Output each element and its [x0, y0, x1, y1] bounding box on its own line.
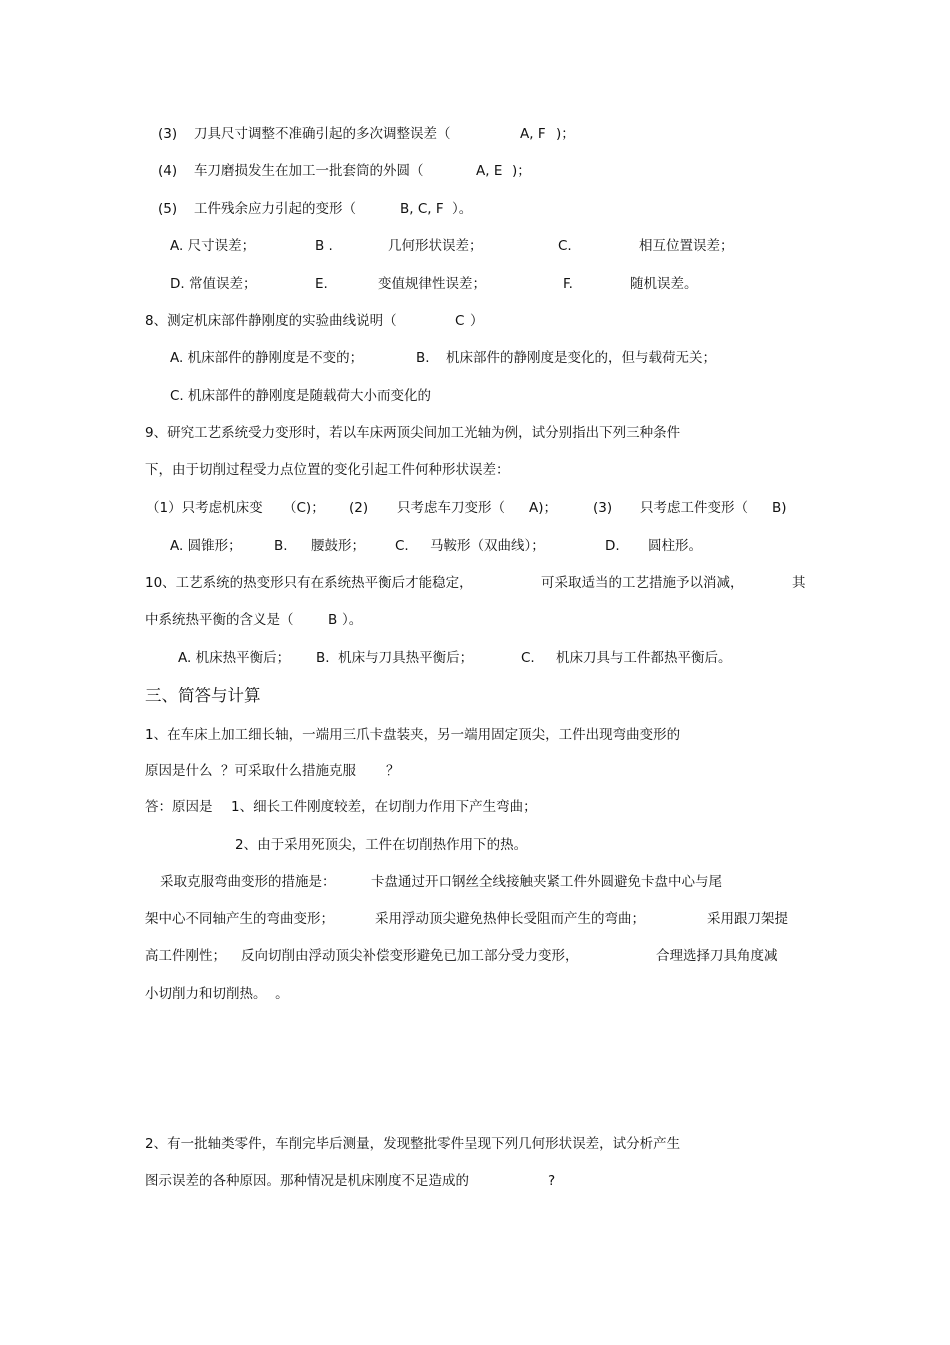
answer-text: A)； — [529, 500, 558, 516]
answer-text: 小切削力和切削热。 。 — [145, 986, 289, 1002]
option-e-key: E. — [315, 276, 328, 292]
option-a: A. 机床热平衡后； — [178, 650, 291, 666]
question-text: )； — [556, 126, 575, 142]
item-number: (4) — [158, 163, 178, 179]
question-stem: 1、在车床上加工细长轴，一端用三爪卡盘装夹，另一端用固定顶尖，工件出现弯曲变形的 — [145, 727, 681, 743]
option-c-text: 马鞍形（双曲线）； — [430, 538, 545, 554]
answer-text: B) — [772, 500, 787, 516]
option-c: C. 机床部件的静刚度是随载荷大小而变化的 — [170, 388, 432, 404]
question-stem: 可采取适当的工艺措施予以消减， — [541, 575, 744, 591]
option-c-key: C. — [521, 650, 535, 666]
option-b-text: 机床部件的静刚度是变化的，但与载荷无关； — [446, 350, 716, 366]
question-stem: 9、研究工艺系统受力变形时，若以车床两顶尖间加工光轴为例，试分别指出下列三种条件 — [145, 425, 681, 441]
option-b-key: B. — [416, 350, 430, 366]
item-number: (2) — [349, 500, 369, 516]
answer-text: 卡盘通过开口钢丝全线接触夹紧工件外圆避免卡盘中心与尾 — [371, 874, 722, 890]
option-d-text: 圆柱形。 — [648, 538, 702, 554]
question-text: ）。 — [342, 612, 363, 628]
option-f-key: F. — [563, 276, 573, 292]
option-d-key: D. — [605, 538, 620, 554]
option-a: A. 圆锥形； — [170, 538, 242, 554]
question-stem: 下，由于切削过程受力点位置的变化引起工件何种形状误差： — [145, 462, 510, 478]
question-stem: 10、工艺系统的热变形只有在系统热平衡后才能稳定， — [145, 575, 473, 591]
option-b: B. 机床与刀具热平衡后； — [316, 650, 474, 666]
answer-text: 2、由于采用死顶尖，工件在切削热作用下的热。 — [235, 837, 528, 853]
question-stem: ？可采取什么措施克服 — [221, 763, 356, 779]
option-c-text: 相互位置误差； — [639, 238, 734, 254]
answer-label: 答：原因是 — [145, 799, 213, 815]
option-a: A. 尺寸误差； — [170, 238, 256, 254]
question-stem: 其 — [792, 575, 806, 591]
question-stem: ？ — [386, 763, 400, 779]
answer-text: （C)； — [283, 500, 325, 516]
answer-text: B — [328, 612, 338, 628]
option-c-text: 机床刀具与工件都热平衡后。 — [556, 650, 732, 666]
question-text: ）。 — [452, 201, 473, 217]
answer-text: A, F — [520, 126, 546, 142]
question-stem: 原因是什么 — [145, 763, 213, 779]
option-e-text: 变值规律性误差； — [378, 276, 486, 292]
question-stem: ? — [548, 1173, 556, 1189]
condition-3: 只考虑工件变形（ — [640, 500, 748, 516]
option-b-key: B. — [274, 538, 288, 554]
question-stem: 图示误差的各种原因。那种情况是机床刚度不足造成的 — [145, 1173, 469, 1189]
option-c-key: C. — [395, 538, 409, 554]
answer-text: 反向切削由浮动顶尖补偿变形避免已加工部分受力变形， — [241, 948, 579, 964]
question-text: 刀具尺寸调整不准确引起的多次调整误差（ — [194, 126, 451, 142]
question-stem: 中系统热平衡的含义是（ — [145, 612, 294, 628]
question-text: 车刀磨损发生在加工一批套筒的外圆（ — [194, 163, 424, 179]
answer-text: 合理选择刀具角度减 — [656, 948, 778, 964]
question-stem: 8、测定机床部件静刚度的实验曲线说明（ — [145, 313, 397, 329]
option-b-text: 几何形状误差； — [388, 238, 483, 254]
question-text: )； — [512, 163, 531, 179]
answer-text: 采取克服弯曲变形的措施是： — [160, 874, 336, 890]
item-number: (5) — [158, 201, 178, 217]
question-text: ） — [470, 313, 484, 329]
answer-text: 架中心不同轴产生的弯曲变形； — [145, 911, 334, 927]
option-c-key: C. — [558, 238, 572, 254]
option-d: D. 常值误差； — [170, 276, 257, 292]
answer-text: 高工件刚性； — [145, 948, 226, 964]
answer-text: 1、细长工件刚度较差，在切削力作用下产生弯曲； — [231, 799, 537, 815]
condition-1: （1）只考虑机床变 — [146, 500, 263, 516]
answer-text: 采用跟刀架提 — [707, 911, 788, 927]
condition-2: 只考虑车刀变形（ — [397, 500, 505, 516]
question-text: 工件残余应力引起的变形（ — [194, 201, 356, 217]
answer-text: B, C, F — [400, 201, 444, 217]
answer-text: C — [455, 313, 465, 329]
answer-text: 采用浮动顶尖避免热伸长受阻而产生的弯曲； — [375, 911, 645, 927]
option-f-text: 随机误差。 — [630, 276, 698, 292]
option-b-text: 腰鼓形； — [311, 538, 365, 554]
option-a: A. 机床部件的静刚度是不变的； — [170, 350, 364, 366]
section-heading: 三、简答与计算 — [145, 686, 261, 705]
answer-text: A, E — [476, 163, 503, 179]
question-stem: 2、有一批轴类零件，车削完毕后测量，发现整批零件呈现下列几何形状误差，试分析产生 — [145, 1136, 681, 1152]
option-b-key: B . — [315, 238, 333, 254]
item-number: (3) — [593, 500, 613, 516]
item-number: (3) — [158, 126, 178, 142]
